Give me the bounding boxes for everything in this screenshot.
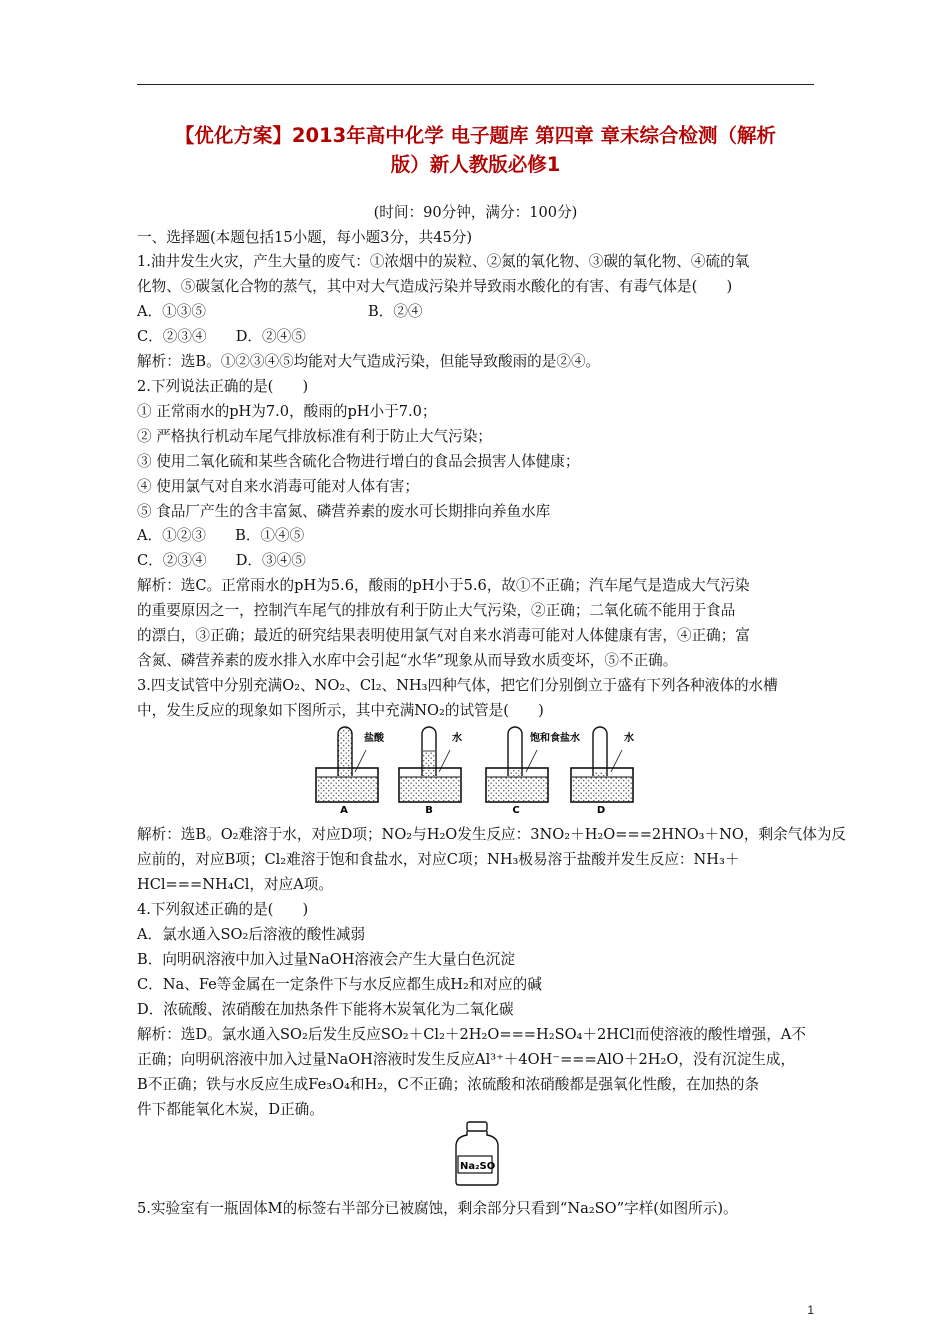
q4-answer-line-4: 件下都能氧化木炭，D正确。: [137, 1101, 324, 1118]
q4-answer-line-1: 解析：选D。氯水通入SO₂后发生反应SO₂＋Cl₂＋2H₂O===H₂SO₄＋2HCl而使溶液的酸性增强，A不: [137, 1026, 806, 1043]
q1-answer: 解析：选B。①②③④⑤均能对大气造成污染，但能导致酸雨的是②④。: [137, 353, 601, 370]
q2-options-ab: A．①②③ B．①④⑤: [137, 527, 305, 544]
q3-stem-line-2: 中，发生反应的现象如下图所示，其中充满NO₂的试管是( ): [137, 702, 544, 719]
q3-answer-line-3: HCl===NH₄Cl，对应A项。: [137, 876, 333, 893]
q2-answer-line-1: 解析：选C。正常雨水的pH为5.6，酸雨的pH小于5.6，故①不正确；汽车尾气是造成大气污染: [137, 577, 750, 594]
q2-answer-line-3: 的漂白，③正确；最近的研究结果表明使用氯气对自来水消毒可能对人体健康有害，④正确；富: [137, 627, 750, 644]
title-line-1: 【优化方案】2013年高中化学 电子题库 第四章 章末综合检测（解析: [174, 124, 777, 147]
q2-options-cd: C．②③④ D．③④⑤: [137, 552, 306, 569]
header-rule: [137, 84, 814, 85]
test-tube-figure: [300, 722, 650, 814]
q1-stem-line-1: 1.油井发生火灾，产生大量的废气：①浓烟中的炭粒、②氮的氧化物、③碳的氧化物、④硫的氧: [137, 253, 750, 270]
q1-options-cd: C．②③④ D．②④⑤: [137, 328, 306, 345]
bottle-label: Na₂SO: [460, 1161, 496, 1172]
liquid-label-c: 饱和食盐水: [530, 733, 580, 744]
q5-stem-line-1: 5.实验室有一瓶固体M的标签右半部分已被腐蚀，剩余部分只看到“Na₂SO”字样(如图所示)。: [137, 1200, 738, 1217]
q2-statement-4: ④ 使用氯气对自来水消毒可能对人体有害；: [137, 478, 419, 495]
title-line-2: 版）新人教版必修1: [390, 153, 561, 176]
exam-meta: (时间：90分钟，满分：100分): [373, 204, 578, 221]
liquid-label-a: 盐酸: [364, 733, 384, 744]
q4-option-d: D．浓硫酸、浓硝酸在加热条件下能将木炭氧化为二氧化碳: [137, 1001, 514, 1018]
q4-option-c: C．Na、Fe等金属在一定条件下与水反应都生成H₂和对应的碱: [137, 976, 542, 993]
q1-stem-line-2: 化物、⑤碳氢化合物的蒸气，其中对大气造成污染并导致雨水酸化的有害、有毒气体是( ): [137, 278, 733, 295]
q4-stem: 4.下列叙述正确的是( ): [137, 901, 309, 918]
tube-label-a: A: [340, 805, 348, 814]
reagent-bottle-figure: [452, 1120, 502, 1188]
page-number: 1: [807, 1303, 814, 1317]
q1-option-a: A．①③⑤: [137, 303, 206, 320]
q2-answer-line-2: 的重要原因之一，控制汽车尾气的排放有利于防止大气污染，②正确；二氧化硫不能用于食品: [137, 602, 736, 619]
q2-stem: 2.下列说法正确的是( ): [137, 378, 309, 395]
tube-label-b: B: [425, 805, 433, 814]
q3-answer-line-2: 应前的，对应B项；Cl₂难溶于饱和食盐水，对应C项；NH₃极易溶于盐酸并发生反应：NH₃＋: [137, 851, 740, 868]
q2-statement-2: ② 严格执行机动车尾气排放标准有利于防止大气污染；: [137, 428, 492, 445]
document-title: [137, 121, 814, 179]
liquid-label-d: 水: [624, 733, 634, 744]
q2-answer-line-4: 含氮、磷营养素的废水排入水库中会引起“水华”现象从而导致水质变坏，⑤不正确。: [137, 652, 678, 669]
q1-option-b: B．②④: [368, 303, 423, 320]
q2-statement-5: ⑤ 食品厂产生的含丰富氮、磷营养素的废水可长期排向养鱼水库: [137, 503, 551, 520]
q3-stem-line-1: 3.四支试管中分别充满O₂、NO₂、Cl₂、NH₃四种气体，把它们分别倒立于盛有下列各种液体的水槽: [137, 677, 778, 694]
q4-answer-line-2: 正确；向明矾溶液中加入过量NaOH溶液时发生反应Al³⁺＋4OH⁻===AlO＋2H₂O，没有沉淀生成，: [137, 1051, 796, 1068]
q4-answer-line-3: B不正确；铁与水反应生成Fe₃O₄和H₂，C不正确；浓硫酸和浓硝酸都是强氧化性酸，在加热的条: [137, 1076, 760, 1093]
q2-statement-3: ③ 使用二氧化硫和某些含硫化合物进行增白的食品会损害人体健康；: [137, 453, 580, 470]
q4-option-a: A．氯水通入SO₂后溶液的酸性减弱: [137, 926, 366, 943]
q2-statement-1: ① 正常雨水的pH为7.0，酸雨的pH小于7.0；: [137, 403, 437, 420]
q3-answer-line-1: 解析：选B。O₂难溶于水，对应D项；NO₂与H₂O发生反应：3NO₂＋H₂O===2HNO₃＋NO，剩余气体为反: [137, 826, 847, 843]
tube-label-c: C: [512, 805, 520, 814]
liquid-label-b: 水: [452, 733, 462, 744]
tube-label-d: D: [596, 805, 606, 814]
q4-option-b: B．向明矾溶液中加入过量NaOH溶液会产生大量白色沉淀: [137, 951, 515, 968]
section-heading: 一、选择题(本题包括15小题，每小题3分，共45分): [137, 229, 473, 246]
